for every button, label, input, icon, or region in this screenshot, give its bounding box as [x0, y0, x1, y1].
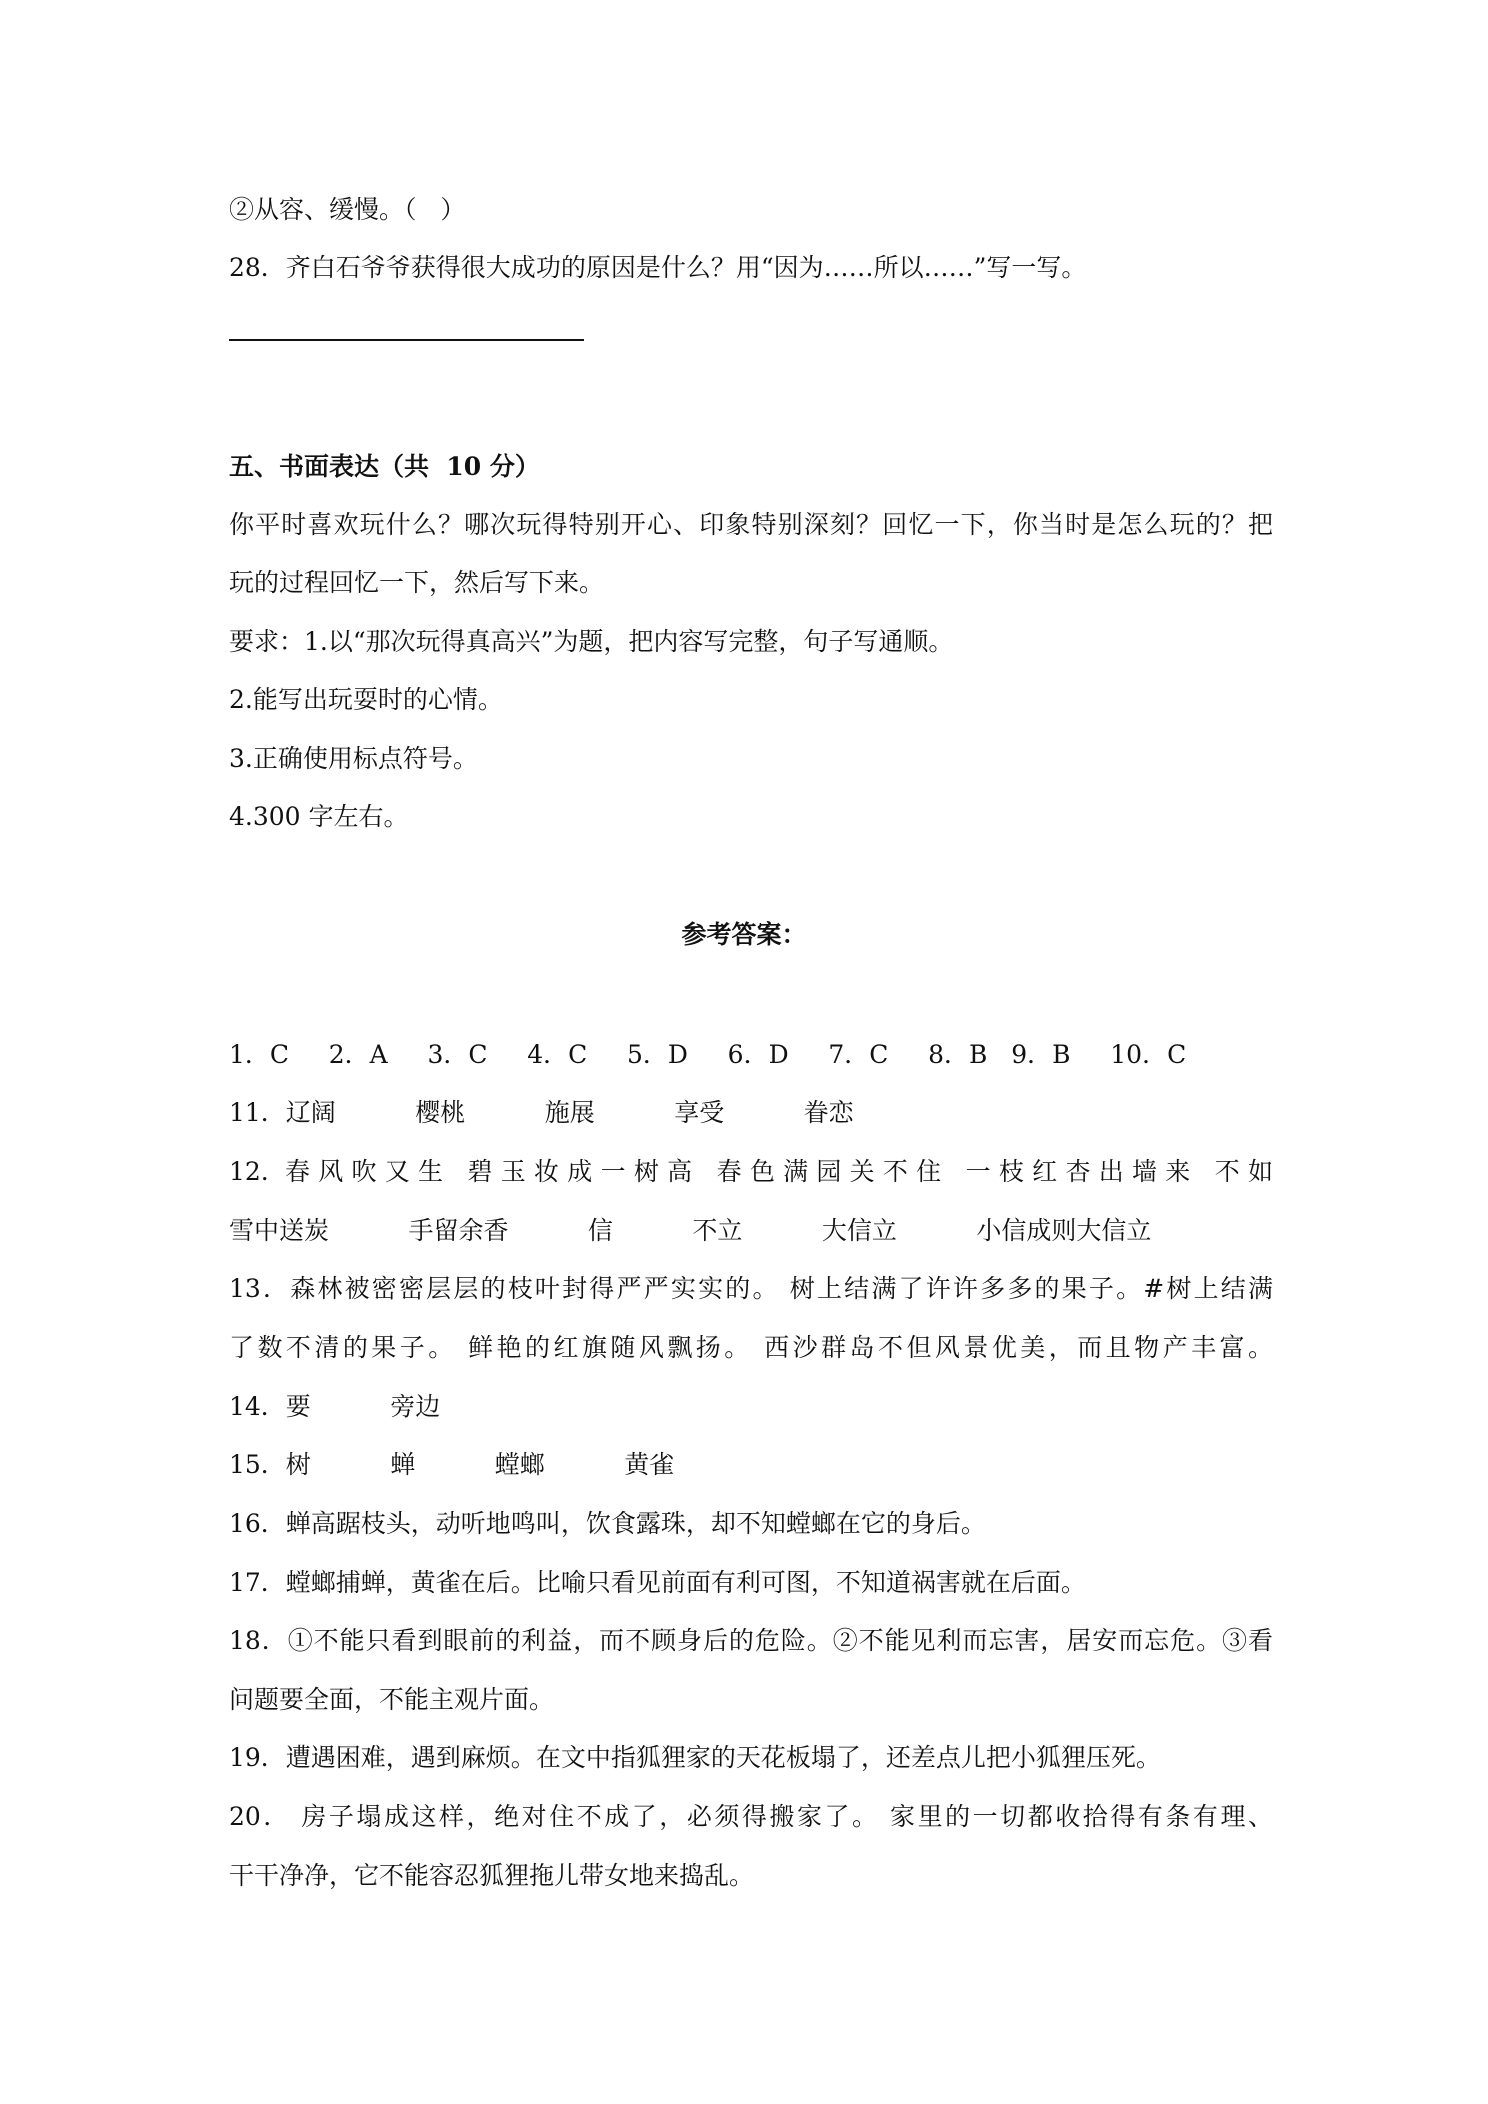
- answer-20-line-2: 干干净净，它不能容忍狐狸拖儿带女地来捣乱。: [229, 1861, 755, 1890]
- answer-11: 11．辽阔 樱桃 施展 享受 眷恋: [229, 1098, 854, 1127]
- answer-18-line-1: 18．①不能只看到眼前的利益，而不顾身后的危险。②不能见利而忘害，居安而忘危。③看: [229, 1626, 1273, 1655]
- answer-15: 15．树 蝉 螳螂 黄雀: [229, 1450, 675, 1479]
- answer-blank-line: [229, 339, 584, 341]
- answer-17: 17．螳螂捕蝉，黄雀在后。比喻只看见前面有利可图，不知道祸害就在后面。: [229, 1568, 1086, 1597]
- answers-title: 参考答案：: [681, 920, 807, 949]
- answer-20-line-1: 20． 房子塌成这样，绝对住不成了，必须得搬家了。 家里的一切都收拾得有条有理、: [229, 1802, 1273, 1831]
- section-5-heading: 五、书面表达（共 10 分）: [229, 452, 540, 481]
- answer-16: 16．蝉高踞枝头，动听地鸣叫，饮食露珠，却不知螳螂在它的身后。: [229, 1509, 986, 1538]
- answer-12-line-1: 12. 春风吹又生 碧玉妆成一树高 春色满园关不住 一枝红杏出墙来 不如: [229, 1157, 1273, 1186]
- answer-14: 14．要 旁边: [229, 1392, 441, 1421]
- question-27-item-2: ②从容、缓慢。（ ）: [229, 195, 466, 224]
- answers-1-10: 1．C 2．A 3．C 4．C 5．D 6．D 7．C 8．B 9．B 10．C: [229, 1040, 1187, 1069]
- requirement-2: 2.能写出玩耍时的心情。: [229, 685, 503, 714]
- writing-prompt-line-1: 你平时喜欢玩什么？哪次玩得特别开心、印象特别深刻？回忆一下，你当时是怎么玩的？把: [229, 510, 1273, 539]
- requirement-3: 3.正确使用标点符号。: [229, 744, 478, 773]
- requirement-1: 要求：1.以“那次玩得真高兴”为题，把内容写完整，句子写通顺。: [229, 627, 954, 656]
- requirement-4: 4.300 字左右。: [229, 802, 409, 831]
- answer-13-line-1: 13．森林被密密层层的枝叶封得严严实实的。 树上结满了许许多多的果子。#树上结满: [229, 1274, 1273, 1303]
- question-28: 28．齐白石爷爷获得很大成功的原因是什么？用“因为……所以……”写一写。: [229, 253, 1087, 282]
- answer-19: 19．遭遇困难，遇到麻烦。在文中指狐狸家的天花板塌了，还差点儿把小狐狸压死。: [229, 1743, 1161, 1772]
- writing-prompt-line-2: 玩的过程回忆一下，然后写下来。: [229, 568, 605, 597]
- answer-13-line-2: 了数不清的果子。 鲜艳的红旗随风飘扬。 西沙群岛不但风景优美，而且物产丰富。: [229, 1333, 1273, 1362]
- answer-12-line-2: 雪中送炭 手留余香 信 不立 大信立 小信成则大信立: [229, 1216, 1152, 1245]
- answer-18-line-2: 问题要全面，不能主观片面。: [229, 1685, 555, 1714]
